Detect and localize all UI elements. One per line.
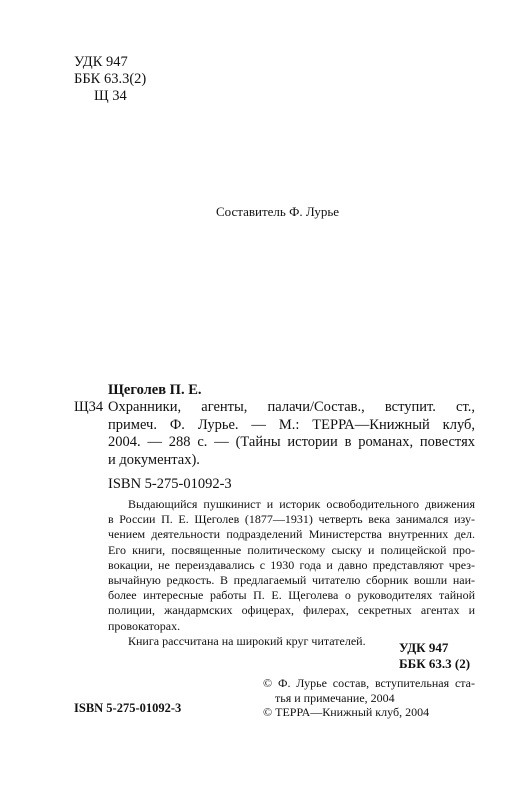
annotation [108, 497, 475, 649]
annotation-line: Книга рассчитана на широкий круг читателей. [128, 633, 366, 648]
annotation-line: полиции, жандармских офицерах, филерах, секретных агентах и [108, 603, 475, 618]
biblio-line: 2004. — 288 с. — (Тайны истории в романах, повестях [108, 434, 475, 450]
bbk-code: ББК 63.3(2) [74, 71, 147, 87]
annotation-line: вычайную редкость. В предлагаемый читателю сборник вошли наи- [108, 573, 475, 588]
udk-code: УДК 947 [74, 54, 128, 70]
annotation-line: чением деятельности подразделений Министерства внутренних дел. [108, 527, 475, 542]
author-mark: Щ 34 [94, 88, 127, 104]
isbn-bottom: ISBN 5-275-01092-3 [74, 701, 182, 715]
biblio-line: Охранники, агенты, палачи/Состав., вступит. ст., [108, 399, 475, 415]
annotation-line: Его книги, посвященные политическому сыску и полицейской про- [108, 542, 475, 557]
compiler-credit: Составитель Ф. Лурье [216, 204, 340, 219]
catalog-isbn: ISBN 5-275-01092-3 [108, 476, 232, 492]
copyright-block [263, 676, 475, 720]
catalog-author: Щеголев П. Е. [108, 382, 202, 398]
catalog-cipher: Щ34 [74, 399, 104, 415]
annotation-line: более интересные работы П. Е. Щеголева о руководителях тайной [108, 588, 475, 603]
annotation-line: вокации, не переиздавались с 1930 года и давно представляют чрез- [108, 557, 475, 572]
annotation-line: Выдающийся пушкинист и историк освободительного движения [128, 497, 475, 511]
copyright-line: тья и примечание, 2004 [275, 690, 395, 705]
annotation-line: провокаторах. [108, 618, 181, 633]
classification-codes-bottom [399, 640, 470, 672]
copyright-line: © Ф. Лурье состав, вступительная ста- [263, 676, 475, 690]
biblio-line: и документах). [108, 451, 200, 468]
classification-codes-top [74, 54, 146, 105]
udk-code-bottom: УДК 947 [399, 640, 449, 655]
biblio-line: примеч. Ф. Лурье. — М.: ТЕРРА—Книжный клуб, [108, 416, 475, 433]
copyright-line: © ТЕРРА—Книжный клуб, 2004 [263, 705, 430, 719]
bibliographic-description [108, 399, 475, 469]
annotation-line: в России П. Е. Щеголев (1877—1931) четверть века занимался изу- [108, 512, 475, 527]
bbk-code-bottom: ББК 63.3 (2) [399, 656, 471, 671]
